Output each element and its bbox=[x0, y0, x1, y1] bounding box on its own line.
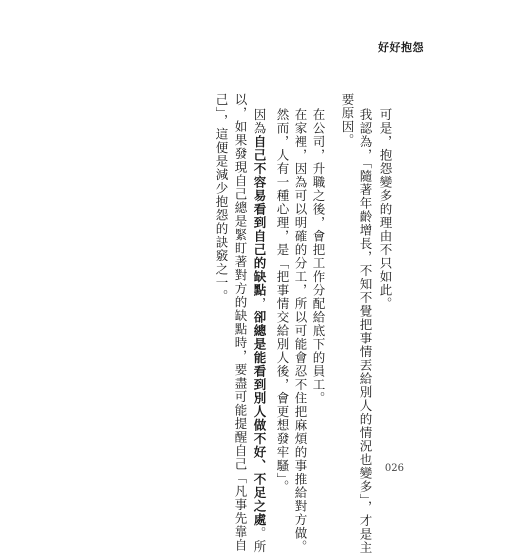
text-line: 在家裡，因為可以明確的分工，所以可能會忍不住把麻煩的事推給對方做。 bbox=[293, 108, 308, 554]
text-column bbox=[252, 108, 266, 554]
emphasized-phrase: 自己不容易看到自己的缺點 bbox=[252, 135, 267, 297]
emphasized-phrase: 卻總是能看到別人做不好、不足之處 bbox=[252, 310, 267, 527]
text-column bbox=[378, 108, 392, 311]
text-line: 己」，這便是減少抱怨的訣竅之一。 bbox=[214, 93, 229, 303]
text-column bbox=[233, 93, 247, 552]
text-column bbox=[358, 108, 372, 555]
text-column bbox=[311, 108, 325, 405]
text-column bbox=[340, 93, 354, 147]
text-line: 以，如果發現自己總是緊盯著對方的缺點時，要盡可能提醒自己「凡事先靠自 bbox=[233, 93, 248, 552]
text-column bbox=[275, 108, 289, 493]
text-line: 可是，抱怨變多的理由不只如此。 bbox=[378, 108, 393, 311]
text-line: 因為自己不容易看到自己的缺點，卻總是能看到別人做不好、不足之處。所 bbox=[252, 108, 267, 554]
text-line: 要原因。 bbox=[340, 93, 355, 147]
running-header: 好好抱怨 bbox=[378, 41, 424, 54]
text-line: 然而，人有一種心理，是「把事情交給別人後，會更想發牢騷」。 bbox=[275, 108, 290, 494]
text-column bbox=[293, 108, 307, 554]
text-line: 我認為，「隨著年齡增長，不知不覺把事情丟給別人的情況也變多」，才是主 bbox=[358, 108, 373, 555]
text-column bbox=[214, 93, 228, 303]
page-number: 026 bbox=[384, 463, 404, 474]
text-line: 在公司，升職之後，會把工作分配給底下的員工。 bbox=[311, 108, 326, 405]
